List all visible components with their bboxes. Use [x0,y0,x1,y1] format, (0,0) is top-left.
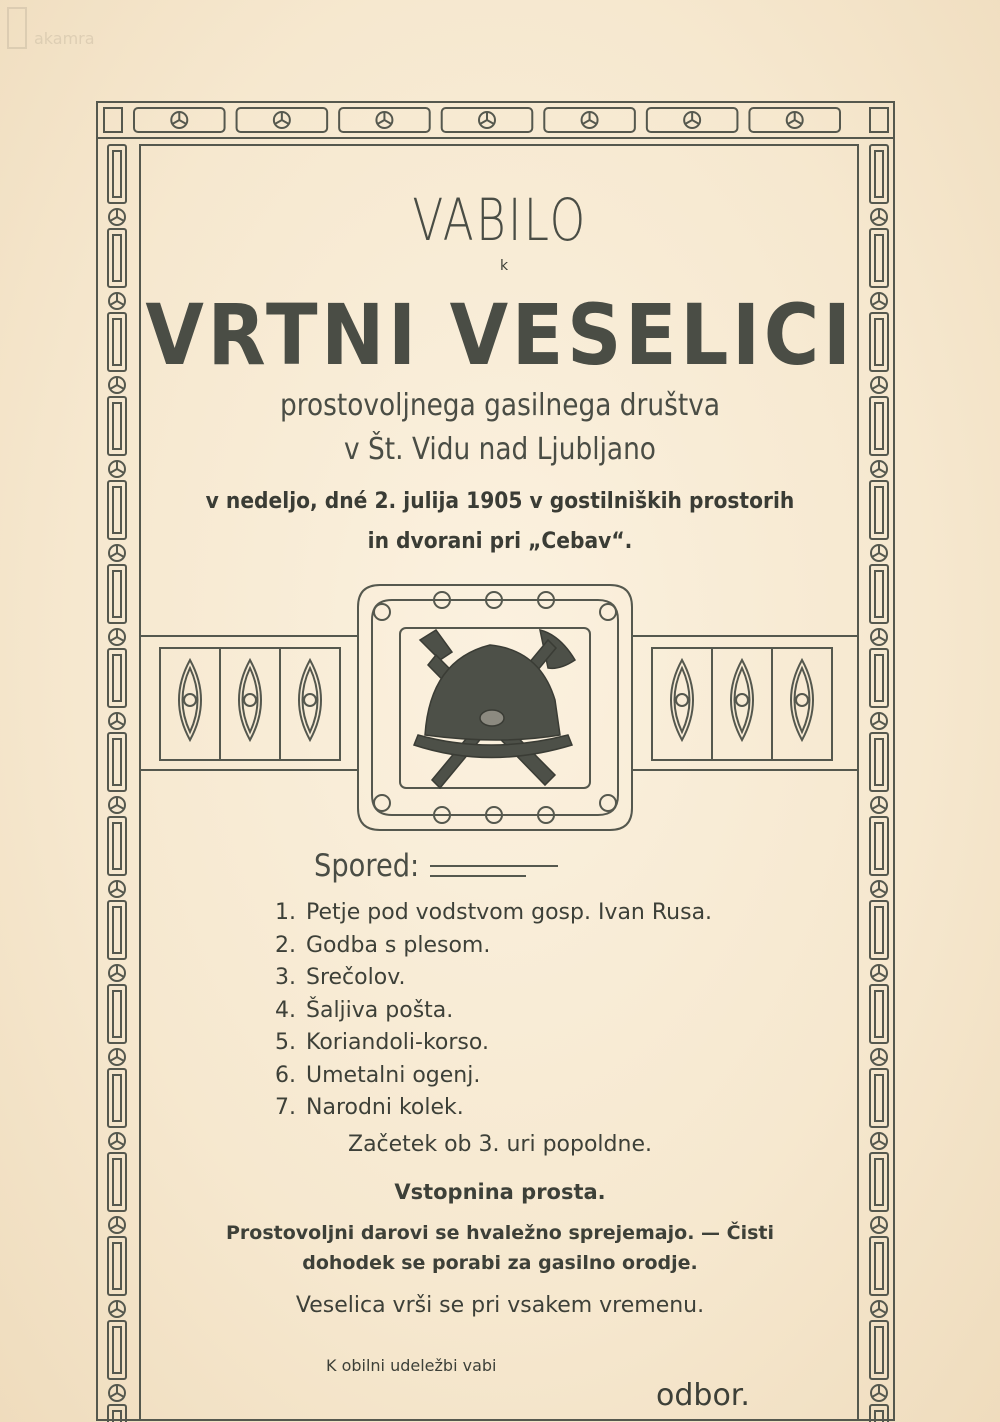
svg-text:akamra: akamra [34,29,95,48]
donation-note-line1: Prostovoljni darovi se hvaležno sprejemajo. — Čisti [225,1222,775,1244]
program-item-number: 6. [275,1062,296,1088]
program-item-number: 1. [275,900,296,925]
program-item-number: 3. [275,965,296,990]
preposition-k: k [499,258,509,274]
program-item-number: 7. [275,1095,296,1120]
program-item [266,933,490,958]
program-item [266,1030,489,1055]
location-line: v Št. Vidu nad Ljubljano [344,432,656,467]
start-time: Začetek ob 3. uri popoldne. [348,1132,652,1157]
program-item-number: 4. [275,997,296,1023]
program-item [266,965,406,990]
program-item [266,1095,464,1120]
program-item-text: Godba s plesom. [306,932,491,958]
program-item-text: Srečolov. [306,965,406,990]
invite-line: K obilni udeležbi vabi [326,1356,497,1375]
date-line: v nedeljo, dné 2. julija 1905 v gostilniških prostorih [205,489,795,514]
organizer-line: prostovoljnega gasilnega društva [279,388,721,423]
program-item-text: Šaljiva pošta. [306,997,454,1023]
invitation-heading: VABILO [412,186,588,254]
program-item-text: Koriandoli-korso. [306,1030,489,1055]
signature: odbor. [656,1378,750,1413]
donation-note-line2: dohodek se porabi za gasilno orodje. [302,1252,698,1274]
entry-fee: Vstopnina prosta. [394,1180,606,1204]
weather-note: Veselica vrši se pri vsakem vremenu. [295,1293,705,1318]
venue-line: in dvorani pri „Cebav“. [367,529,633,554]
program-item-number: 5. [275,1030,296,1055]
program-item-text: Petje pod vodstvom gosp. Ivan Rusa. [306,900,713,925]
program-item [266,1063,480,1088]
program-item-number: 2. [275,932,296,958]
program-item [266,900,712,925]
event-title: VRTNI VESELICI [145,286,855,384]
program-item [266,998,453,1023]
program-item-text: Umetalni ogenj. [306,1062,481,1088]
program-item-text: Narodni kolek. [306,1095,464,1120]
program-label: Spored: [314,848,420,884]
